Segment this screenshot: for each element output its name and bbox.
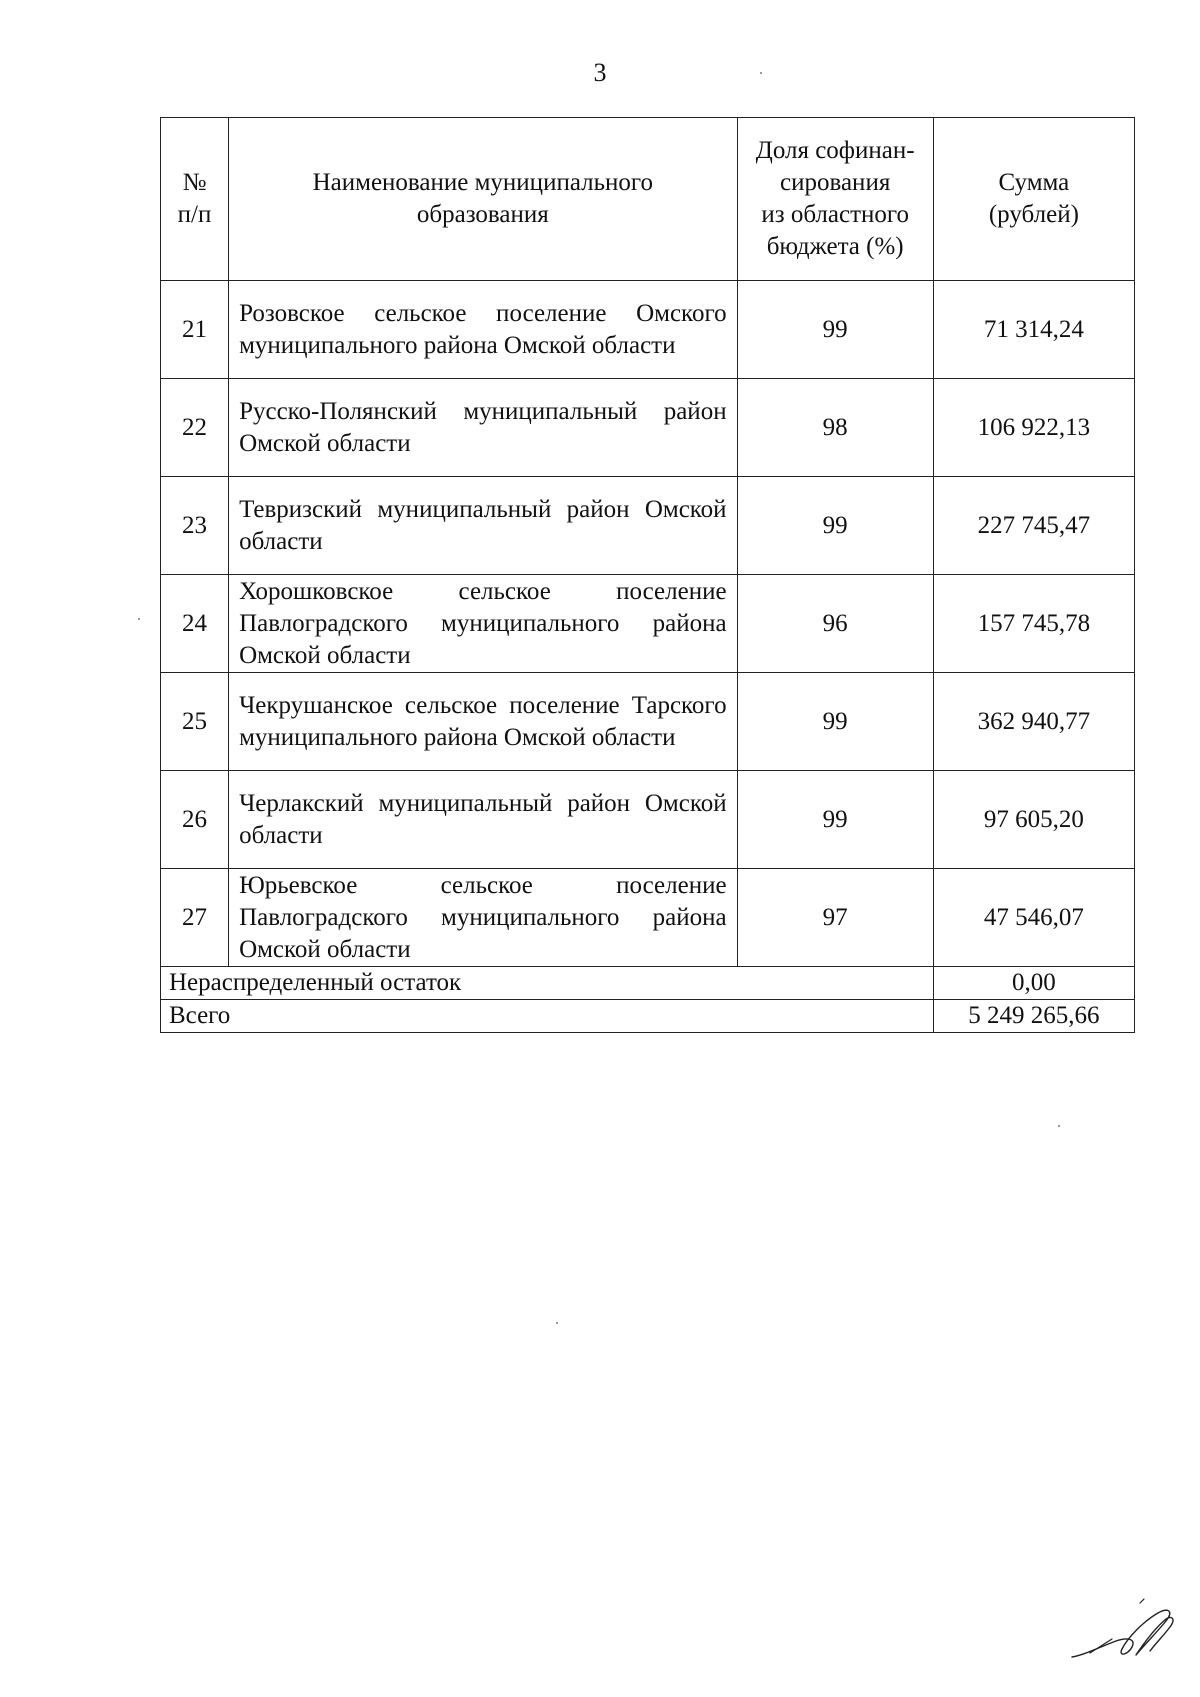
scan-speck [1058,1125,1060,1127]
remainder-row [161,967,1135,1000]
cofinancing-share: 97 [737,869,933,967]
header-sum [933,118,1134,281]
row-number: 24 [161,575,229,673]
amount-rubles: 157 745,78 [933,575,1134,673]
scan-speck [556,1322,558,1324]
municipality-name: Тевризский муниципальный район Омской области [229,477,738,575]
amount-rubles: 71 314,24 [933,281,1134,379]
table-row [161,477,1135,575]
table-row [161,575,1135,673]
row-number: 26 [161,771,229,869]
table-row [161,771,1135,869]
cofinancing-share: 98 [737,379,933,477]
cofinancing-share: 99 [737,281,933,379]
header-sum-line: Сумма [998,169,1070,196]
header-share-line: бюджета (%) [766,233,904,260]
cofinancing-share: 99 [737,771,933,869]
amount-rubles: 227 745,47 [933,477,1134,575]
total-row [161,1000,1135,1033]
amount-rubles: 362 940,77 [933,673,1134,771]
municipality-name: Русско-Полянский муниципальный район Омской области [229,379,738,477]
header-num [161,118,229,281]
table-row [161,379,1135,477]
signature-icon [1070,1595,1180,1670]
cofinancing-share: 99 [737,673,933,771]
total-label: Всего [161,1000,934,1033]
header-num-line: № [182,169,207,196]
total-value: 5 249 265,66 [933,1000,1134,1033]
row-number: 21 [161,281,229,379]
table-row [161,673,1135,771]
header-num-line: п/п [177,201,212,228]
row-number: 22 [161,379,229,477]
row-number: 25 [161,673,229,771]
header-name-line: Наименование муниципального [312,169,654,196]
municipality-name: Чекрушанское сельское поселение Тарского муниципального района Омской области [229,673,738,771]
header-name [229,118,738,281]
header-share-line: сирования [780,169,891,196]
scan-speck [138,618,140,620]
amount-rubles: 47 546,07 [933,869,1134,967]
table-header-row [161,118,1135,281]
cofinancing-share: 96 [737,575,933,673]
header-sum-line: (рублей) [988,201,1079,228]
remainder-label: Нераспределенный остаток [161,967,934,1000]
row-number: 27 [161,869,229,967]
scan-speck [760,72,762,74]
cofinancing-share: 99 [737,477,933,575]
municipality-name: Хорошковское сельское поселение Павлоградского муниципального района Омской области [229,575,738,673]
municipality-name: Черлакский муниципальный район Омской области [229,771,738,869]
municipality-name: Юрьевское сельское поселение Павлоградского муниципального района Омской области [229,869,738,967]
amount-rubles: 97 605,20 [933,771,1134,869]
amount-rubles: 106 922,13 [933,379,1134,477]
table-row [161,281,1135,379]
remainder-value: 0,00 [933,967,1134,1000]
header-name-line: образования [416,201,549,228]
allocation-table [160,117,1135,1033]
header-share [737,118,933,281]
header-share-line: из областного [761,201,910,228]
municipality-name: Розовское сельское поселение Омского муниципального района Омской области [229,281,738,379]
header-share-line: Доля софинан- [755,137,915,164]
page-number: 3 [593,58,607,87]
row-number: 23 [161,477,229,575]
table-row [161,869,1135,967]
